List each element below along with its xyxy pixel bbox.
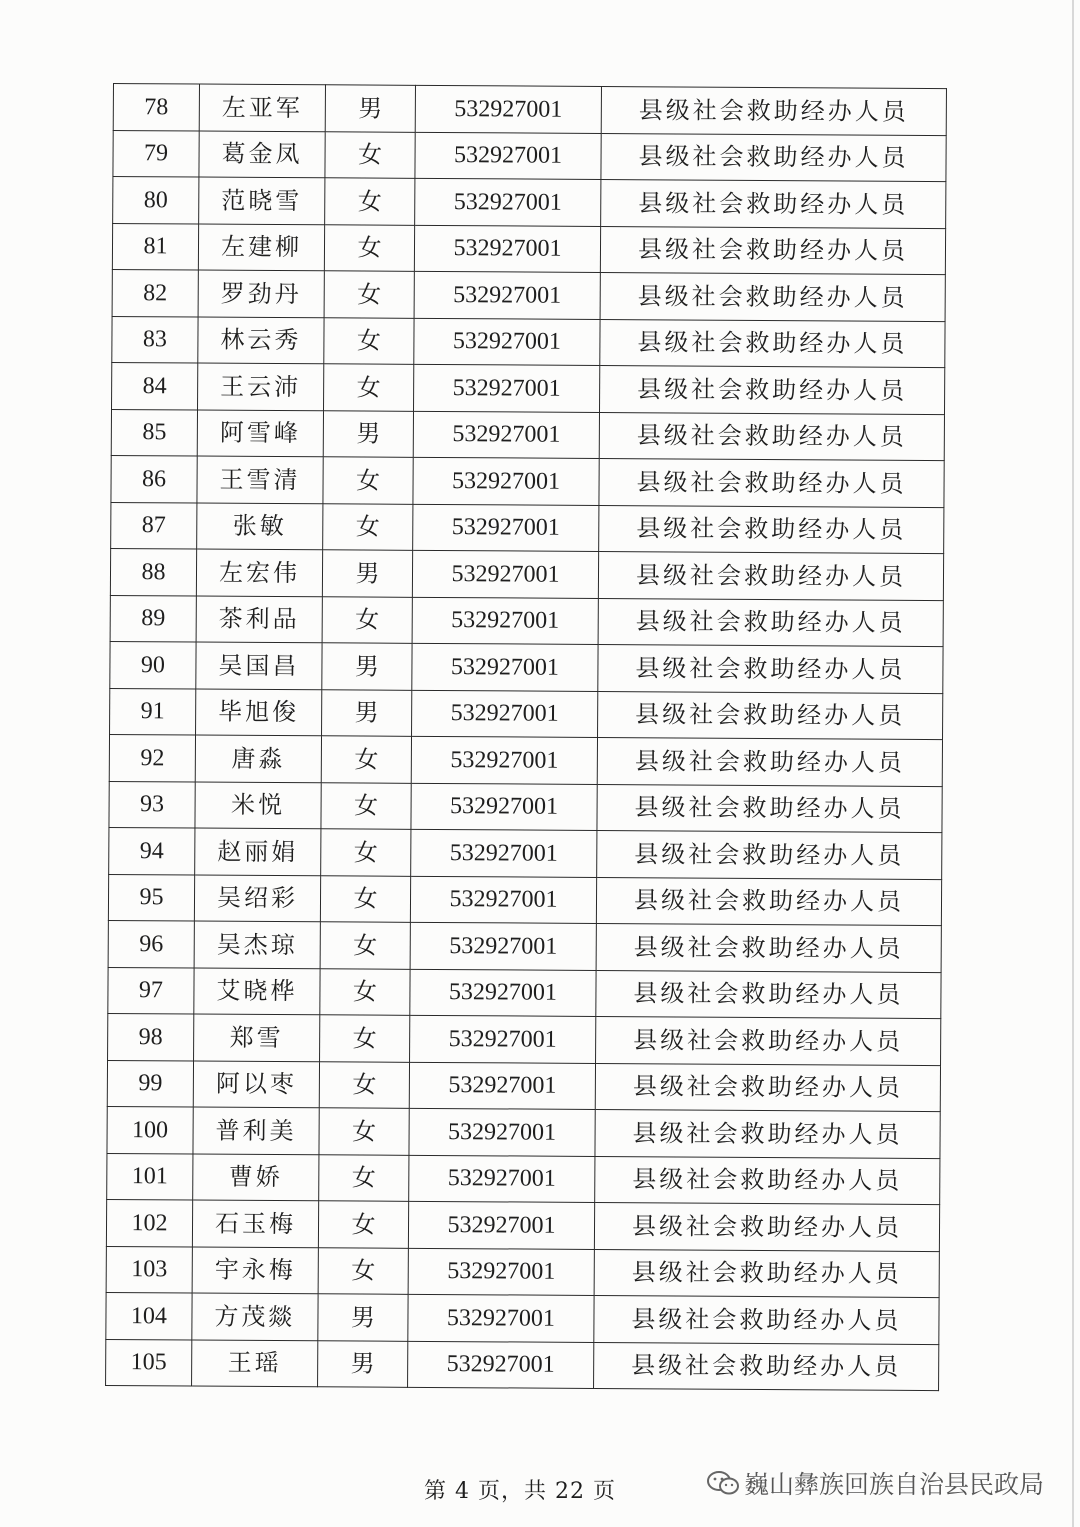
person-name: 米悦: [195, 782, 321, 829]
row-number: 104: [106, 1292, 192, 1339]
table-row: [111, 409, 944, 461]
table-row: [107, 1060, 940, 1112]
region-code: 532927001: [412, 690, 598, 738]
row-number: 102: [106, 1199, 192, 1246]
person-gender: 女: [323, 503, 413, 550]
person-name: 葛金凤: [199, 131, 325, 178]
person-name: 王雪清: [197, 456, 323, 503]
person-role: 县级社会救助经办人员: [594, 1295, 939, 1344]
region-code: 532927001: [410, 1015, 596, 1063]
person-gender: 男: [323, 410, 413, 457]
person-gender: 男: [322, 643, 412, 690]
person-role: 县级社会救助经办人员: [595, 1109, 940, 1158]
person-role: 县级社会救助经办人员: [598, 598, 943, 647]
row-number: 93: [109, 781, 195, 828]
row-number: 78: [113, 84, 199, 131]
table-row: [111, 455, 944, 507]
person-gender: 女: [321, 736, 411, 783]
table-row: [109, 734, 942, 786]
row-number: 99: [107, 1060, 193, 1107]
table-row: [106, 1199, 939, 1251]
roster-table-body: [106, 84, 947, 1391]
person-role: 县级社会救助经办人员: [600, 226, 945, 275]
region-code: 532927001: [413, 457, 599, 505]
person-role: 县级社会救助经办人员: [596, 923, 941, 972]
table-row: [108, 920, 941, 972]
person-gender: 女: [319, 1154, 409, 1201]
person-role: 县级社会救助经办人员: [599, 505, 944, 554]
person-name: 张敏: [197, 503, 323, 550]
wechat-icon: [706, 1470, 740, 1496]
person-role: 县级社会救助经办人员: [596, 1016, 941, 1065]
person-name: 唐淼: [195, 735, 321, 782]
person-gender: 女: [322, 596, 412, 643]
person-name: 林云秀: [198, 317, 324, 364]
row-number: 91: [110, 688, 196, 735]
person-gender: 女: [318, 1201, 408, 1248]
person-role: 县级社会救助经办人员: [596, 877, 941, 926]
row-number: 79: [113, 130, 199, 177]
table-row: [108, 874, 941, 926]
table-row: [112, 362, 945, 414]
region-code: 532927001: [410, 969, 596, 1017]
table-row: [110, 595, 943, 647]
row-number: 94: [109, 827, 195, 874]
person-gender: 女: [325, 131, 415, 178]
table-row: [110, 548, 943, 600]
person-role: 县级社会救助经办人员: [596, 970, 941, 1019]
region-code: 532927001: [410, 922, 596, 970]
region-code: 532927001: [414, 271, 600, 319]
table-row: [113, 130, 946, 182]
person-gender: 女: [318, 1247, 408, 1294]
person-name: 石玉梅: [192, 1200, 318, 1247]
person-gender: 男: [325, 85, 415, 132]
row-number: 97: [108, 967, 194, 1014]
row-number: 86: [111, 455, 197, 502]
page-number: 第 4 页，共 22 页: [424, 1479, 616, 1504]
row-number: 90: [110, 641, 196, 688]
person-role: 县级社会救助经办人员: [600, 272, 945, 321]
person-gender: 女: [320, 875, 410, 922]
person-gender: 女: [324, 271, 414, 318]
region-code: 532927001: [415, 178, 601, 226]
person-name: 曹娇: [193, 1154, 319, 1201]
region-code: 532927001: [412, 597, 598, 645]
person-role: 县级社会救助经办人员: [595, 1156, 940, 1205]
region-code: 532927001: [411, 783, 597, 831]
person-role: 县级社会救助经办人员: [597, 830, 942, 879]
person-role: 县级社会救助经办人员: [599, 458, 944, 507]
region-code: 532927001: [412, 550, 598, 598]
person-role: 县级社会救助经办人员: [594, 1249, 939, 1298]
region-code: 532927001: [413, 411, 599, 459]
region-code: 532927001: [414, 318, 600, 366]
watermark-text: 巍山彝族回族自治县民政局: [743, 1470, 1044, 1499]
table-row: [110, 688, 943, 740]
person-role: 县级社会救助经办人员: [597, 737, 942, 786]
table-row: [112, 223, 945, 275]
table-row: [112, 269, 945, 321]
row-number: 81: [112, 223, 198, 270]
table-row: [110, 641, 943, 693]
person-name: 范晓雪: [199, 177, 325, 224]
region-code: 532927001: [414, 364, 600, 412]
person-role: 县级社会救助经办人员: [598, 691, 943, 740]
account-watermark: [706, 1465, 1044, 1501]
person-name: 艾晓桦: [194, 968, 320, 1015]
row-number: 83: [112, 316, 198, 363]
person-gender: 女: [319, 1061, 409, 1108]
region-code: 532927001: [414, 225, 600, 273]
person-role: 县级社会救助经办人员: [601, 86, 946, 135]
table-row: [106, 1292, 939, 1344]
person-name: 宇永梅: [192, 1247, 318, 1294]
person-role: 县级社会救助经办人员: [598, 551, 943, 600]
person-name: 吴杰琼: [194, 921, 320, 968]
region-code: 532927001: [409, 1155, 595, 1203]
person-role: 县级社会救助经办人员: [594, 1202, 939, 1251]
person-name: 罗劲丹: [198, 270, 324, 317]
person-name: 王瑶: [192, 1340, 318, 1387]
roster-table: [105, 83, 947, 1391]
table-row: [113, 177, 946, 229]
person-gender: 女: [320, 922, 410, 969]
person-name: 左亚军: [199, 84, 325, 131]
person-name: 吴国昌: [196, 642, 322, 689]
row-number: 85: [111, 409, 197, 456]
row-number: 103: [106, 1246, 192, 1293]
scan-edge: [1072, 0, 1074, 1527]
person-gender: 女: [323, 457, 413, 504]
person-gender: 男: [318, 1294, 408, 1341]
person-name: 方茂燚: [192, 1293, 318, 1340]
person-gender: 女: [325, 178, 415, 225]
region-code: 532927001: [410, 876, 596, 924]
person-gender: 男: [322, 550, 412, 597]
person-name: 吴绍彩: [194, 875, 320, 922]
person-name: 阿以枣: [193, 1061, 319, 1108]
row-number: 98: [108, 1013, 194, 1060]
person-name: 茶利品: [196, 596, 322, 643]
table-row: [107, 1106, 940, 1158]
person-name: 左建柳: [198, 224, 324, 271]
table-row: [108, 967, 941, 1019]
person-role: 县级社会救助经办人员: [598, 644, 943, 693]
table-row: [107, 1153, 940, 1205]
table-row: [111, 502, 944, 554]
region-code: 532927001: [408, 1294, 594, 1342]
region-code: 532927001: [411, 736, 597, 784]
table-row: [108, 1013, 941, 1065]
person-role: 县级社会救助经办人员: [595, 1063, 940, 1112]
person-gender: 女: [324, 224, 414, 271]
region-code: 532927001: [409, 1062, 595, 1110]
person-role: 县级社会救助经办人员: [600, 319, 945, 368]
person-name: 阿雪峰: [197, 410, 323, 457]
person-role: 县级社会救助经办人员: [601, 133, 946, 182]
person-gender: 女: [321, 829, 411, 876]
person-role: 县级社会救助经办人员: [601, 179, 946, 228]
row-number: 96: [108, 920, 194, 967]
person-name: 左宏伟: [196, 549, 322, 596]
region-code: 532927001: [413, 504, 599, 552]
person-gender: 女: [320, 1015, 410, 1062]
person-role: 县级社会救助经办人员: [597, 784, 942, 833]
table-row: [106, 1246, 939, 1298]
region-code: 532927001: [408, 1201, 594, 1249]
person-name: 毕旭俊: [196, 689, 322, 736]
row-number: 88: [110, 548, 196, 595]
person-gender: 女: [320, 968, 410, 1015]
row-number: 82: [112, 269, 198, 316]
person-gender: 女: [319, 1108, 409, 1155]
person-gender: 男: [322, 689, 412, 736]
person-gender: 男: [318, 1340, 408, 1387]
row-number: 101: [107, 1153, 193, 1200]
person-gender: 女: [324, 364, 414, 411]
row-number: 95: [108, 874, 194, 921]
person-name: 赵丽娟: [195, 828, 321, 875]
region-code: 532927001: [412, 643, 598, 691]
person-role: 县级社会救助经办人员: [599, 365, 944, 414]
table-row: [106, 1339, 939, 1391]
region-code: 532927001: [408, 1248, 594, 1296]
row-number: 92: [109, 734, 195, 781]
region-code: 532927001: [415, 132, 601, 180]
region-code: 532927001: [415, 85, 601, 133]
person-name: 普利美: [193, 1107, 319, 1154]
person-name: 郑雪: [194, 1014, 320, 1061]
row-number: 105: [106, 1339, 192, 1386]
region-code: 532927001: [411, 829, 597, 877]
table-row: [109, 827, 942, 879]
region-code: 532927001: [408, 1341, 594, 1389]
person-name: 王云沛: [198, 363, 324, 410]
row-number: 84: [112, 362, 198, 409]
person-gender: 女: [321, 782, 411, 829]
table-row: [112, 316, 945, 368]
table-row: [113, 84, 946, 136]
person-gender: 女: [324, 317, 414, 364]
row-number: 80: [113, 177, 199, 224]
table-row: [109, 781, 942, 833]
person-role: 县级社会救助经办人员: [594, 1342, 939, 1391]
person-role: 县级社会救助经办人员: [599, 412, 944, 461]
row-number: 89: [110, 595, 196, 642]
region-code: 532927001: [409, 1108, 595, 1156]
row-number: 100: [107, 1106, 193, 1153]
row-number: 87: [111, 502, 197, 549]
